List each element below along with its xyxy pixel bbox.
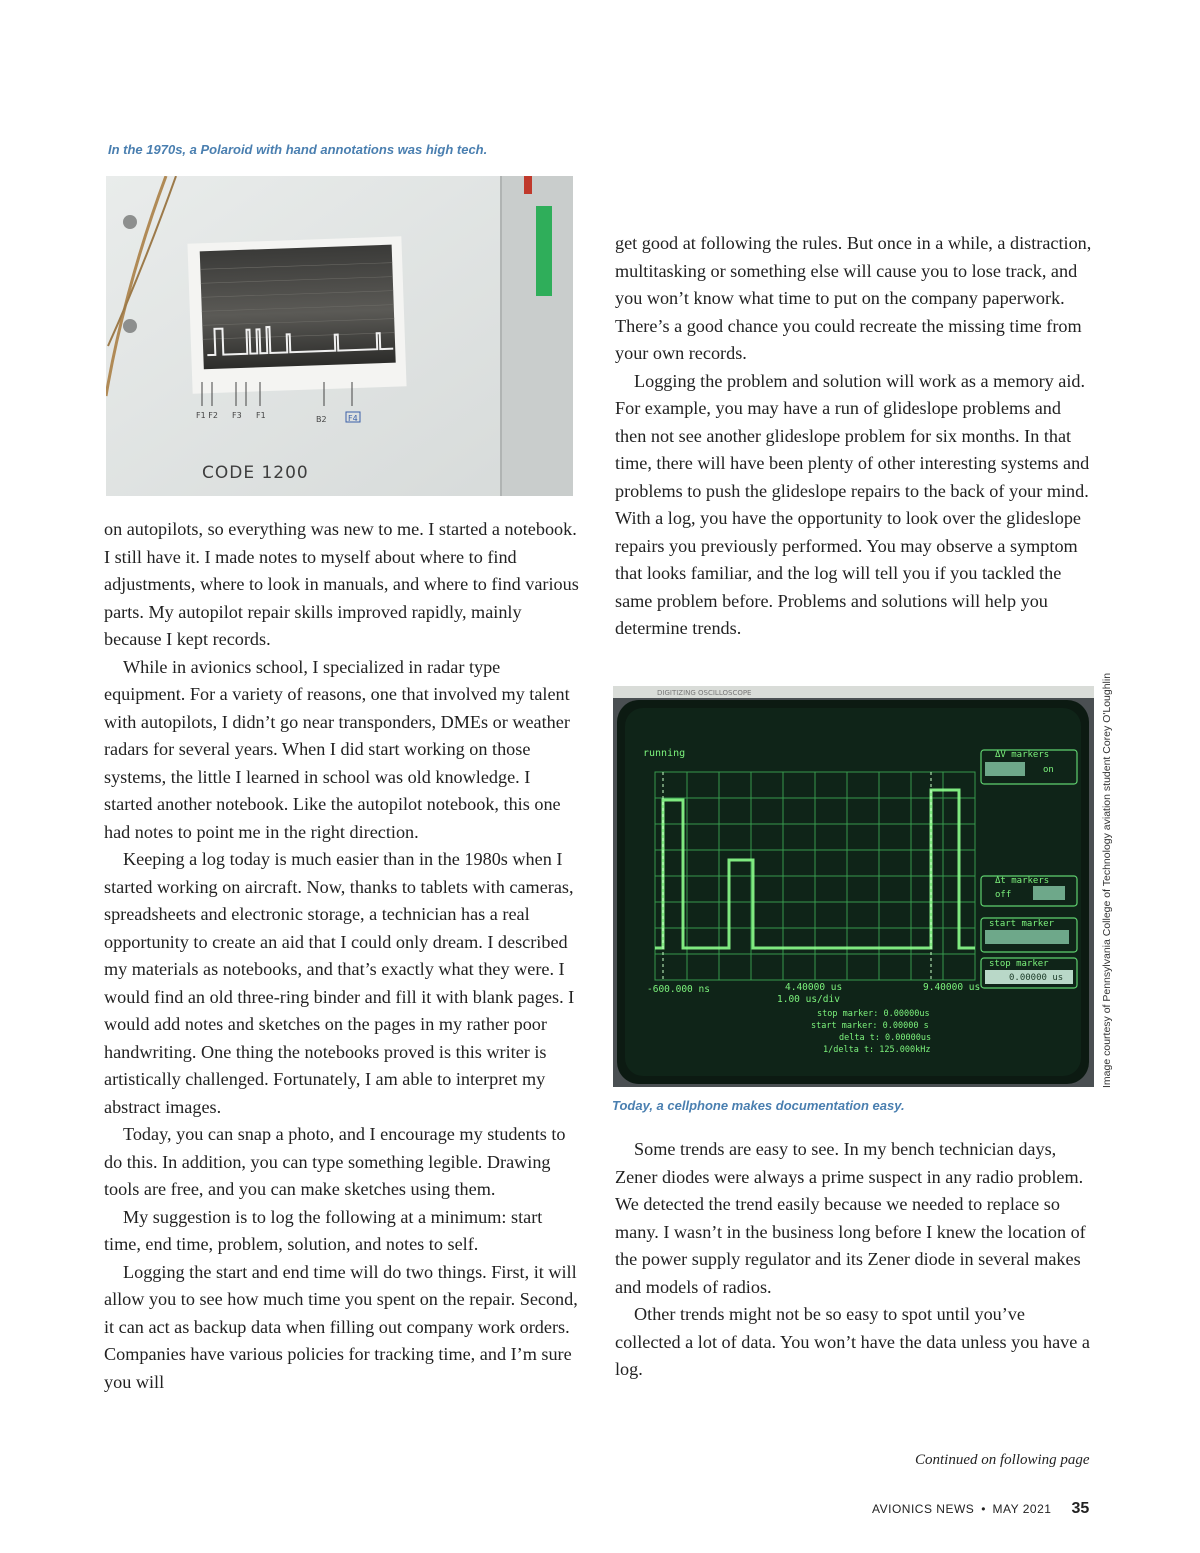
photo-credit: Image courtesy of Pennsylvania College of Technology aviation student Corey O'Loughlin [1101, 672, 1113, 1088]
osc-timebase: 1.00 us/div [777, 994, 840, 1005]
left-column [104, 516, 582, 1396]
page-number: 35 [1071, 1500, 1090, 1517]
right-column-bottom [615, 1136, 1095, 1384]
osc-center-time: 4.40000 us [785, 982, 843, 993]
osc-readout-delta: delta t: 0.00000us [839, 1033, 932, 1043]
handwriting-f1f2: F1 F2 [196, 411, 218, 420]
osc-readout-inv: 1/delta t: 125.000kHz [823, 1045, 931, 1055]
handwriting-code-1200: CODE 1200 [202, 463, 309, 483]
polaroid-image [106, 176, 573, 496]
right-paragraph-4: Other trends might not be so easy to spot until you’ve collected a lot of data. You won’t have the data unless you have a log. [615, 1304, 1090, 1379]
osc-dv-state: on [1043, 765, 1054, 775]
left-paragraph-6: Logging the start and end time will do two things. First, it will allow you to see how much time you spent on the repair. Second, it can act as backup data when filling out company work orders. Companies have various policies for tracking time, and I’m sure you will [104, 1261, 578, 1392]
osc-readout-start: start marker: 0.00000 s [811, 1021, 929, 1031]
osc-stop-marker: stop marker [989, 959, 1049, 969]
osc-dt-markers: Δt markers [995, 876, 1050, 886]
osc-status: running [643, 748, 686, 759]
osc-readout-stop: stop marker: 0.00000us [817, 1009, 930, 1019]
left-paragraph-5: My suggestion is to log the following at a minimum: start time, end time, problem, solution, and notes to self. [104, 1206, 543, 1254]
osc-start-marker: start marker [989, 919, 1055, 929]
osc-left-time: -600.000 ns [647, 984, 710, 995]
footer-separator: • [981, 1502, 986, 1516]
left-paragraph-2: While in avionics school, I specialized in radar type equipment. For a variety of reasons, one that involved my talent with autopilots, I didn’t go near transponders, DMEs or weather radars for several years. When I did start working on those systems, the little I learned in school was old knowledge. I started another notebook. Like the autopilot notebook, this one had notes to point me in the right direction. [104, 656, 570, 842]
right-column-top [615, 230, 1095, 643]
osc-dt-state: off [995, 890, 1012, 900]
handwriting-f4: F4 [348, 414, 358, 423]
right-paragraph-2: Logging the problem and solution will work as a memory aid. For example, you may have a run of glideslope problems and then not see another glideslope problem for six months. In that time, there will have been plenty of other interesting systems and problems to push the glideslope repairs to the back of your mind. With a log, you have the opportunity to look over the glideslope repairs you previously performed. You may observe a symptom that looks familiar, and the log will tell you if you tackled the same problem before. Problems and solutions will help you determine trends. [615, 370, 1090, 638]
footer-magazine: AVIONICS NEWS [872, 1502, 975, 1516]
right-paragraph-1: get good at following the rules. But once in a while, a distraction, multitasking or something else will cause you to lose track, and you won’t know what time to put on the company paperwork. There’s a good chance you could recreate the missing time from your own records. [615, 233, 1092, 363]
oscilloscope-image [613, 686, 1094, 1087]
photo-caption-top: In the 1970s, a Polaroid with hand annotations was high tech. [108, 142, 488, 157]
handwriting-f1: F1 [256, 411, 266, 420]
osc-right-time: 9.40000 us [923, 982, 981, 993]
footer-issue: MAY 2021 [992, 1502, 1052, 1516]
osc-stop-value: 0.00000 us [1009, 973, 1064, 983]
continued-note: Continued on following page [915, 1452, 1090, 1468]
polaroid-photo [106, 176, 573, 496]
left-paragraph-3: Keeping a log today is much easier than in the 1980s when I started working on aircraft. Now, thanks to tablets with cameras, spreadsheets and electronic storage, a technician has a real opportunity to create an aid that I could only dream. I described my materials as notebooks, and that’s exactly what they were. I would find an old three-ring binder and fill it with blank pages. I would add notes and sketches on the pages in my rather poor handwriting. One thing the notebooks proved is this writer is artistically challenged. Fortunately, I am able to interpret my abstract images. [104, 849, 575, 1117]
right-paragraph-3: Some trends are easy to see. In my bench technician days, Zener diodes were always a prime suspect in any radio problem. We detected the trend easily because we needed to replace so many. I wasn’t in the business long before I knew the location of the power supply regulator and its Zener diode in several makes and models of radios. [615, 1139, 1086, 1297]
page-footer [872, 1500, 1089, 1518]
bezel-label: DIGITIZING OSCILLOSCOPE [657, 689, 752, 697]
osc-dv-markers: ΔV markers [995, 750, 1050, 760]
photo-caption-bottom: Today, a cellphone makes documentation easy. [612, 1098, 905, 1113]
left-paragraph-4: Today, you can snap a photo, and I encourage my students to do this. In addition, you can type something legible. Drawing tools are free, and you can make sketches using them. [104, 1124, 566, 1199]
oscilloscope-photo [613, 686, 1094, 1087]
handwriting-b2: B2 [316, 415, 327, 424]
left-paragraph-1: on autopilots, so everything was new to me. I started a notebook. I still have it. I made notes to myself about where to find adjustments, where to look in manuals, and where to find various parts. My autopilot repair skills improved rapidly, mainly because I kept records. [104, 519, 579, 649]
handwriting-f3: F3 [232, 411, 242, 420]
